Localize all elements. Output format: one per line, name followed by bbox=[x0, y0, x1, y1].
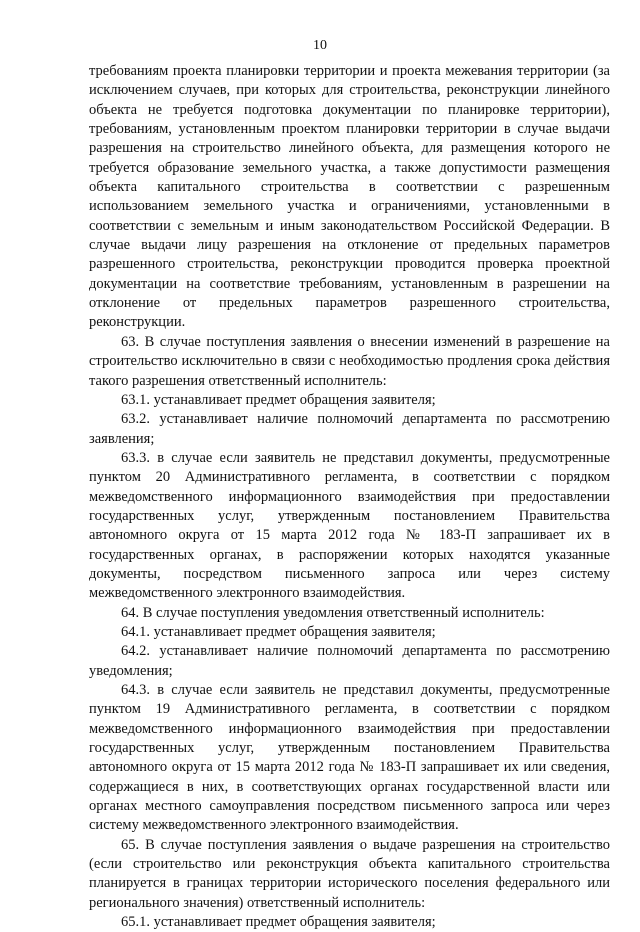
paragraph-65: 65. В случае поступления заявления о выдаче разрешения на строительство (если строительство или реконструкция объекта капитального строительства планируется в границах территории исторического поселения федерального или регионального значения) ответственный исполнитель: bbox=[89, 836, 610, 911]
page-number: 10 bbox=[313, 38, 327, 53]
paragraph-64: 64. В случае поступления уведомления ответственный исполнитель: bbox=[121, 604, 545, 621]
paragraph-63-2: 63.2. устанавливает наличие полномочий департамента по рассмотрению заявления; bbox=[89, 411, 610, 447]
paragraph-64-1: 64.1. устанавливает предмет обращения заявителя; bbox=[121, 623, 436, 640]
paragraph-63-1: 63.1. устанавливает предмет обращения заявителя; bbox=[121, 391, 436, 408]
paragraph-64-2: 64.2. устанавливает наличие полномочий департамента по рассмотрению уведомления; bbox=[89, 643, 610, 679]
paragraph-64-3: 64.3. в случае если заявитель не представил документы, предусмотренные пунктом 19 Административного регламента, в соответствии с порядком межведомственного информационного взаимодействия при предоставлении государственных услуг, утвержденным постановлением Правительства автономного округа от 15 марта 2012 года № 183-П запрашивает их или сведения, содержащиеся в них, в соответствующих органах государственной власти или органах местного самоуправления посредством письменного запроса или через систему межведомственного электронного взаимодействия. bbox=[89, 682, 610, 834]
paragraph-continuation: требованиям проекта планировки территории и проекта межевания территории (за исключением случаев, при которых для строительства, реконструкции линейного объекта не требуется подготовка документации по планировке территории), требованиям, установленным проектом планировки территории в случае выдачи разрешения на строительство линейного объекта, для размещения которого не требуется образование земельного участка, а также допустимости размещения объекта капитального строительства в соответствии с разрешенным использованием земельного участка и ограничениями, установленными в соответствии с земельным и иным законодательством Российской Федерации. В случае выдачи лицу разрешения на отклонение от предельных параметров разрешенного строительства, реконструкции проводится проверка проектной документации на соответствие требованиям, установленным в разрешении на отклонение от предельных параметров разрешенного строительства, реконструкции. bbox=[89, 63, 610, 331]
paragraph-63-3: 63.3. в случае если заявитель не представил документы, предусмотренные пунктом 20 Административного регламента, в соответствии с порядком межведомственного информационного взаимодействия при предоставлении государственных услуг, утвержденным постановлением Правительства автономного округа от 15 марта 2012 года № 183-П запрашивает их в государственных органах, в распоряжении которых находятся указанные документы, посредством письменного запроса или через систему межведомственного электронного взаимодействия. bbox=[89, 449, 610, 602]
paragraph-65-1: 65.1. устанавливает предмет обращения заявителя; bbox=[121, 914, 436, 931]
document-body bbox=[89, 62, 610, 932]
paragraph-63: 63. В случае поступления заявления о внесении изменений в разрешение на строительство исключительно в связи с необходимостью продления срока действия такого разрешения ответственный исполнитель: bbox=[89, 333, 610, 389]
